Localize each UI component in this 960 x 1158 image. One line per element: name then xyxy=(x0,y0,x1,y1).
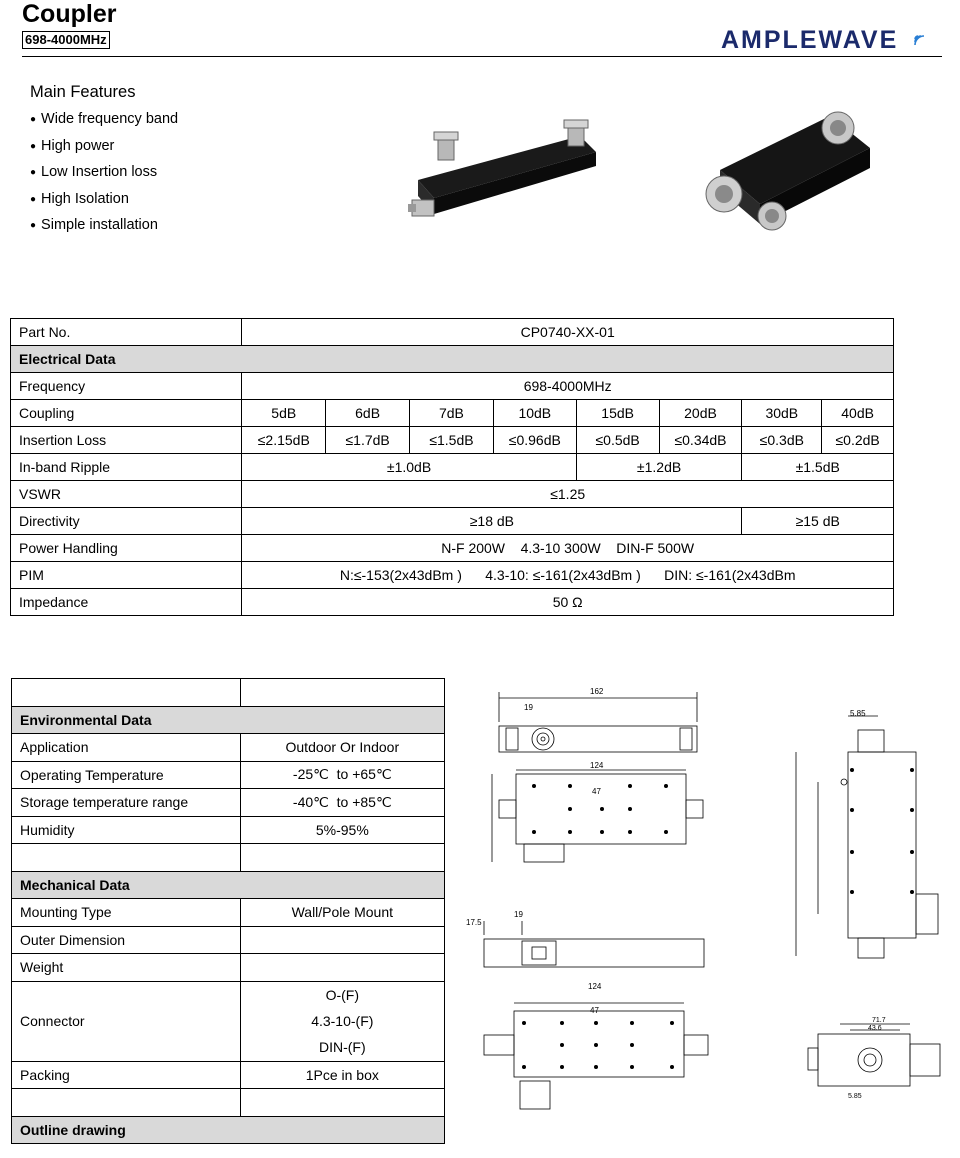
weight-label: Weight xyxy=(12,954,241,982)
insertion-loss-value: ≤0.34dB xyxy=(659,427,742,454)
power-label: Power Handling xyxy=(11,535,242,562)
table-row xyxy=(12,1089,445,1117)
ripple-value: ±1.5dB xyxy=(742,454,894,481)
coupler-photo-din-type xyxy=(690,98,890,238)
environmental-heading: Environmental Data xyxy=(12,706,445,734)
insertion-loss-value: ≤0.5dB xyxy=(576,427,659,454)
table-row xyxy=(12,734,445,762)
outline-drawing-side-view xyxy=(462,905,712,1145)
section-row xyxy=(12,871,445,899)
mounting-label: Mounting Type xyxy=(12,899,241,927)
ripple-label: In-band Ripple xyxy=(11,454,242,481)
power-value: N-F 200W 4.3-10 300W DIN-F 500W xyxy=(242,535,894,562)
operating-temp-label: Operating Temperature xyxy=(12,761,241,789)
dim-port-offset: 19 xyxy=(524,703,533,712)
table-row xyxy=(11,454,894,481)
coupling-value: 15dB xyxy=(576,400,659,427)
frequency-label: Frequency xyxy=(11,373,242,400)
coupling-value: 6dB xyxy=(326,400,410,427)
connector-type: DIN-(F) xyxy=(318,1039,366,1055)
ripple-value: ±1.2dB xyxy=(576,454,742,481)
outline-drawing-front-view xyxy=(778,686,948,976)
insertion-loss-value: ≤2.15dB xyxy=(242,427,326,454)
empty-cell xyxy=(12,1089,241,1117)
outline-drawing-end-view xyxy=(800,1010,950,1106)
table-row xyxy=(12,899,445,927)
coupling-value: 20dB xyxy=(659,400,742,427)
connector-value xyxy=(240,981,444,1061)
humidity-value: 5%-95% xyxy=(240,816,444,844)
directivity-value: ≥18 dB xyxy=(242,508,742,535)
feature-item: ● High Isolation xyxy=(30,186,178,213)
dim-side-port: 19 xyxy=(514,910,523,919)
section-row xyxy=(12,1116,445,1144)
outer-dimension-value xyxy=(240,926,444,954)
frequency-value: 698-4000MHz xyxy=(242,373,894,400)
table-row xyxy=(12,926,445,954)
table-row xyxy=(11,562,894,589)
coupling-value: 30dB xyxy=(742,400,822,427)
ripple-value: ±1.0dB xyxy=(242,454,576,481)
electrical-spec-table xyxy=(10,318,894,616)
table-row xyxy=(11,373,894,400)
brand-logo: AMPLEWAVE xyxy=(721,26,899,54)
directivity-label: Directivity xyxy=(11,508,242,535)
dim-side-top: 5.85 xyxy=(850,709,866,718)
vswr-value: ≤1.25 xyxy=(242,481,894,508)
pim-value: N:≤-153(2x43dBm ) 4.3-10: ≤-161(2x43dBm ) DIN: ≤-161(2x43dBm xyxy=(242,562,894,589)
mechanical-heading: Mechanical Data xyxy=(12,871,445,899)
dim-body-length: 124 xyxy=(590,761,604,770)
coupling-value: 5dB xyxy=(242,400,326,427)
part-no-label: Part No. xyxy=(11,319,242,346)
packing-value: 1Pce in box xyxy=(240,1061,444,1089)
outer-dimension-label: Outer Dimension xyxy=(12,926,241,954)
environmental-mechanical-table xyxy=(11,678,445,1144)
coupling-value: 10dB xyxy=(493,400,576,427)
empty-cell xyxy=(240,844,444,872)
weight-value xyxy=(240,954,444,982)
main-features xyxy=(30,83,178,239)
table-row xyxy=(12,1061,445,1089)
table-row xyxy=(12,761,445,789)
insertion-loss-value: ≤0.2dB xyxy=(822,427,894,454)
table-row xyxy=(11,319,894,346)
outline-drawing-top-view xyxy=(462,682,712,892)
connector-label: Connector xyxy=(12,981,241,1061)
connector-type: O-(F) xyxy=(325,987,360,1003)
feature-item: ● Wide frequency band xyxy=(30,106,178,133)
impedance-value: 50 Ω xyxy=(242,589,894,616)
header-divider xyxy=(22,56,942,57)
dim-end-width: 43.6 xyxy=(868,1025,882,1032)
vswr-label: VSWR xyxy=(11,481,242,508)
section-row xyxy=(11,346,894,373)
empty-cell xyxy=(240,1089,444,1117)
pim-label: PIM xyxy=(11,562,242,589)
application-label: Application xyxy=(12,734,241,762)
feature-item: ● Simple installation xyxy=(30,212,178,239)
storage-temp-value: -40℃ to +85℃ xyxy=(240,789,444,817)
page-title: Coupler xyxy=(22,0,117,28)
packing-label: Packing xyxy=(12,1061,241,1089)
dim-side-offset: 17.5 xyxy=(466,918,482,927)
coupling-label: Coupling xyxy=(11,400,242,427)
table-row xyxy=(12,679,445,707)
features-heading: Main Features xyxy=(30,83,136,101)
impedance-label: Impedance xyxy=(11,589,242,616)
storage-temp-label: Storage temperature range xyxy=(12,789,241,817)
outline-heading: Outline drawing xyxy=(12,1116,445,1144)
brand-waves-icon xyxy=(913,30,929,46)
feature-item: ● High power xyxy=(30,133,178,160)
empty-cell xyxy=(12,844,241,872)
insertion-loss-value: ≤1.5dB xyxy=(410,427,494,454)
mounting-value: Wall/Pole Mount xyxy=(240,899,444,927)
empty-cell xyxy=(240,679,444,707)
empty-cell xyxy=(12,679,241,707)
table-row xyxy=(12,844,445,872)
frequency-band-label: 698-4000MHz xyxy=(22,31,110,49)
table-row xyxy=(11,400,894,427)
table-row xyxy=(11,427,894,454)
operating-temp-value: -25℃ to +65℃ xyxy=(240,761,444,789)
dim-body-length-2: 124 xyxy=(588,982,602,991)
dim-hole-pitch: 47 xyxy=(592,787,601,796)
coupling-value: 7dB xyxy=(410,400,494,427)
table-row xyxy=(11,508,894,535)
humidity-label: Humidity xyxy=(12,816,241,844)
section-row xyxy=(12,706,445,734)
application-value: Outdoor Or Indoor xyxy=(240,734,444,762)
table-row xyxy=(11,481,894,508)
insertion-loss-value: ≤1.7dB xyxy=(326,427,410,454)
insertion-loss-value: ≤0.3dB xyxy=(742,427,822,454)
feature-item: ● Low Insertion loss xyxy=(30,159,178,186)
table-row xyxy=(12,981,445,1061)
table-row xyxy=(12,816,445,844)
table-row xyxy=(11,589,894,616)
electrical-heading: Electrical Data xyxy=(11,346,894,373)
table-row xyxy=(11,535,894,562)
dim-end-outer: 71.7 xyxy=(872,1017,886,1024)
insertion-loss-value: ≤0.96dB xyxy=(493,427,576,454)
dim-end-small: 5.85 xyxy=(848,1093,862,1100)
connector-type: 4.3-10-(F) xyxy=(311,1013,374,1029)
dim-top-length: 162 xyxy=(590,687,604,696)
part-no-value: CP0740-XX-01 xyxy=(242,319,894,346)
directivity-value: ≥15 dB xyxy=(742,508,894,535)
dim-hole-pitch-2: 47 xyxy=(590,1006,599,1015)
table-row xyxy=(12,954,445,982)
coupler-photo-n-type xyxy=(400,118,620,228)
coupling-value: 40dB xyxy=(822,400,894,427)
insertion-loss-label: Insertion Loss xyxy=(11,427,242,454)
table-row xyxy=(12,789,445,817)
